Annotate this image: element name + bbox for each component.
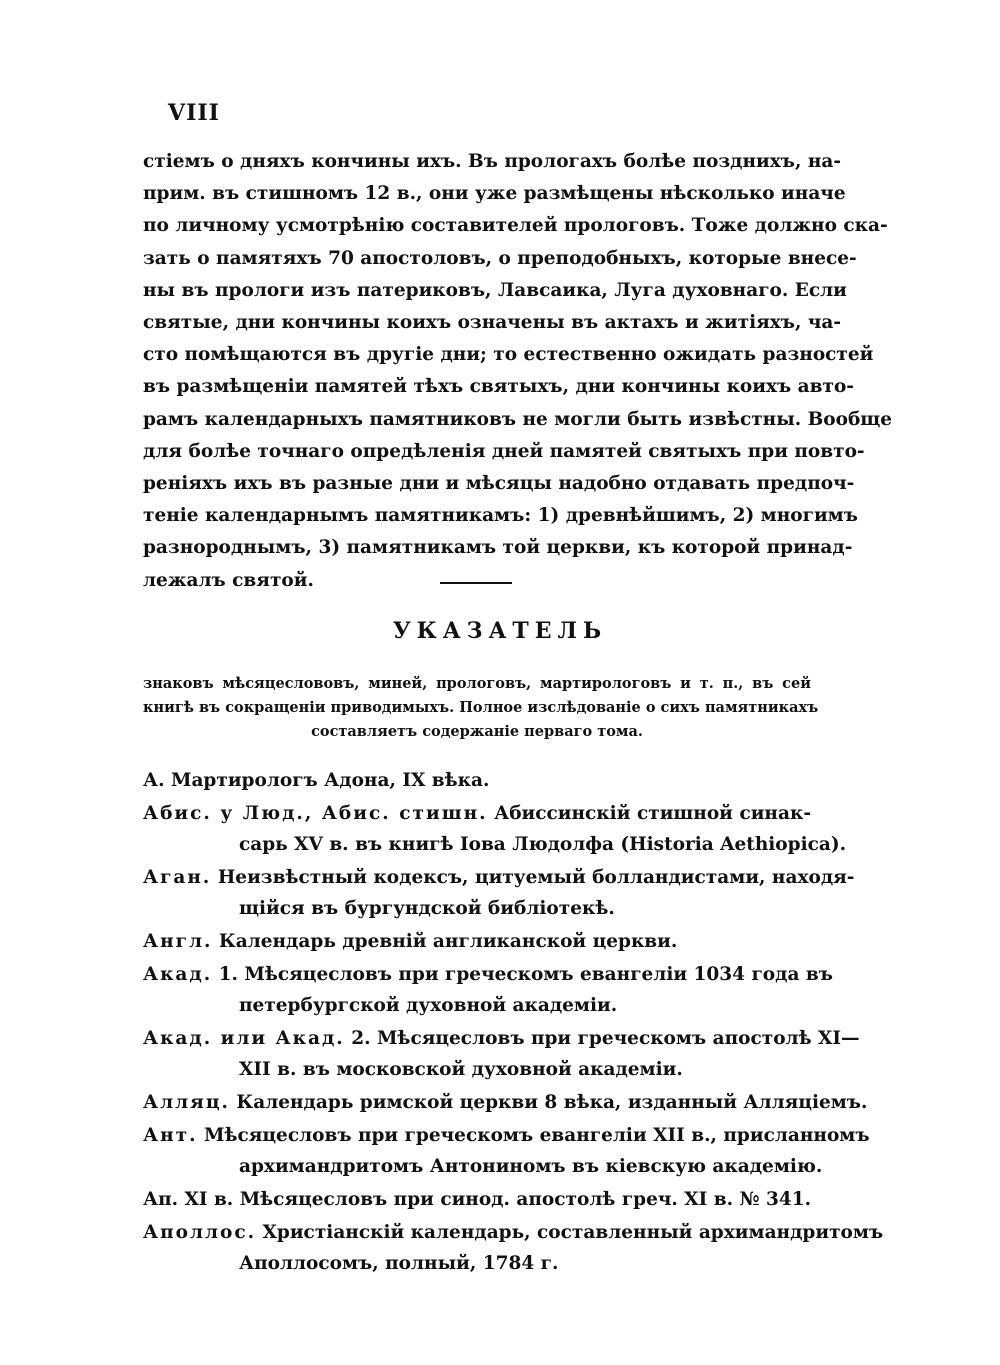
index-entry	[143, 1023, 860, 1085]
entry-text: Календарь древній англиканской церкви.	[218, 931, 678, 952]
entry-abbreviation: Акад.	[143, 964, 213, 985]
index-entry	[143, 1120, 870, 1182]
body-line: реніяхъ ихъ въ разные дни и мѣсяцы надобно отдавать предпоч-	[143, 473, 855, 495]
body-line: стіемъ о дняхъ кончины ихъ. Въ прологахъ болѣе позднихъ, на-	[143, 151, 842, 172]
entry-line	[143, 1087, 868, 1118]
entry-text: 2. Мѣсяцесловъ при греческомъ апостолѣ XI—	[351, 1028, 860, 1049]
index-entry	[143, 959, 833, 1021]
entry-text: 1. Мѣсяцесловъ при греческомъ евангеліи 1034 года въ	[218, 964, 833, 985]
body-line: сто помѣщаются въ другіе дни; то естественно ожидать разностей	[143, 344, 874, 366]
entry-continuation: сарь XV в. въ книгѣ Іова Людолфа (Historia Aethiopica).	[239, 834, 847, 855]
index-entry	[143, 1217, 884, 1279]
entry-text: Абиссинскій стишной синак-	[494, 803, 811, 824]
index-entries	[143, 765, 884, 1281]
body-line: рамъ календарныхъ памятниковъ не могли быть извѣстны. Вообще	[143, 408, 893, 430]
entry-abbreviation: Акад. или Акад.	[143, 1028, 345, 1049]
subtitle-line: книгѣ въ сокращеніи приводимыхъ. Полное изслѣдованіе о сихъ памятникахъ	[143, 699, 819, 716]
entry-abbreviation: Англ.	[143, 931, 213, 952]
index-entry	[143, 926, 811, 957]
index-entry	[143, 1087, 868, 1118]
entry-abbreviation: А.	[143, 770, 165, 791]
entry-abbreviation: Аган.	[143, 867, 212, 888]
entry-abbreviation: Ант.	[143, 1125, 198, 1146]
entry-abbreviation: Ап. XI в.	[143, 1189, 234, 1210]
entry-line	[143, 959, 833, 990]
entry-text: Мартирологъ Адона, IX вѣка.	[170, 770, 490, 791]
body-line: лежалъ святой.	[143, 569, 314, 591]
subtitle-line: составляетъ содержаніе перваго тома.	[311, 723, 643, 740]
body-line: по личному усмотрѣнію составителей прологовъ. Тоже должно ска-	[143, 215, 888, 237]
body-line: ны въ прологи изъ патериковъ, Лавсаика, Луга духовнаго. Если	[143, 279, 847, 301]
entry-continuation: архимандритомъ Антониномъ въ кіевскую академію.	[239, 1156, 823, 1177]
entry-abbreviation: Аполлос.	[143, 1222, 257, 1243]
page-number: VIII	[168, 100, 220, 126]
body-line: теніе календарнымъ памятникамъ: 1) древнѣйшимъ, 2) многимъ	[143, 505, 858, 527]
body-paragraph	[143, 146, 893, 597]
entry-text: Неизвѣстный кодексъ, цитуемый болландистами, находя-	[217, 867, 855, 888]
entry-text: Календарь римской церкви 8 вѣка, изданный Алляціемъ.	[236, 1092, 868, 1113]
index-title: УКАЗАТЕЛЬ	[392, 618, 608, 644]
section-divider	[440, 582, 512, 584]
entry-line	[143, 1023, 860, 1054]
entry-continuation: петербургской духовной академіи.	[239, 995, 618, 1016]
entry-line	[143, 1184, 811, 1215]
entry-continuation: Аполлосомъ, полный, 1784 г.	[239, 1253, 559, 1274]
entry-text: Мѣсяцесловъ при греческомъ евангеліи XII в., присланномъ	[203, 1125, 870, 1146]
entry-text: Христіанскій календарь, составленный архимандритомъ	[262, 1222, 884, 1243]
entry-line	[143, 1120, 870, 1151]
body-line: святые, дни кончины коихъ означены въ актахъ и житіяхъ, ча-	[143, 312, 842, 334]
entry-continuation: щійся въ бургундской библіотекѣ.	[239, 898, 615, 919]
index-entry	[143, 798, 847, 860]
index-entry	[143, 862, 855, 924]
index-entry	[143, 765, 811, 796]
body-line: для болѣе точнаго опредѣленія дней памятей святыхъ при повто-	[143, 440, 865, 462]
entry-line	[143, 765, 811, 796]
entry-abbreviation: Абис. у Люд., Абис. стишн.	[143, 803, 488, 824]
body-line: разнороднымъ, 3) памятникамъ той церкви, къ которой принад-	[143, 537, 853, 559]
subtitle-line: знаковъ мѣсяцеслововъ, миней, прологовъ, мартирологовъ и т. п., въ сей	[143, 675, 811, 692]
entry-text: Мѣсяцесловъ при синод. апостолѣ греч. XI в. № 341.	[239, 1189, 812, 1210]
body-line: прим. въ стишномъ 12 в., они уже размѣщены нѣсколько иначе	[143, 183, 846, 205]
entry-line	[143, 862, 855, 893]
body-line: зать о памятяхъ 70 апостоловъ, о преподобныхъ, которые внесе-	[143, 247, 857, 269]
entry-line	[143, 798, 811, 829]
body-line: въ размѣщеніи памятей тѣхъ святыхъ, дни кончины коихъ авто-	[143, 376, 854, 398]
entry-continuation: XII в. въ московской духовной академіи.	[239, 1059, 683, 1080]
entry-line	[143, 926, 811, 957]
entry-line	[143, 1217, 884, 1248]
entry-abbreviation: Алляц.	[143, 1092, 230, 1113]
index-entry	[143, 1184, 811, 1215]
index-subtitle	[143, 672, 819, 744]
